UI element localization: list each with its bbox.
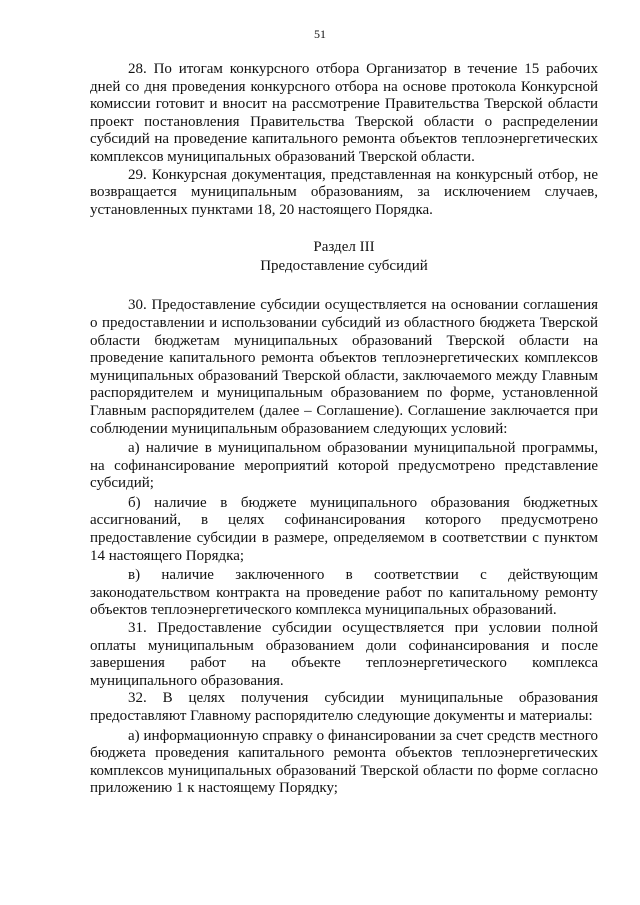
paragraph-32: 32. В целях получения субсидии муниципальные образования предоставляют Главному распорядителю следующие документы и материалы: (90, 690, 598, 724)
item-32-a: а) информационную справку о финансировании за счет средств местного бюджета проведения капитального ремонта объектов теплоэнергетических комплексов муниципальных образований Тверской области по форме согласно приложению 1 к настоящему Порядку; (90, 727, 598, 797)
section-heading (90, 238, 598, 276)
document-body (90, 61, 598, 798)
paragraph-30: 30. Предоставление субсидии осуществляется на основании соглашения о предоставлении и использовании субсидий из областного бюджета Тверской области бюджетам муниципальных образований Тверской области на проведение капитального ремонта объектов теплоэнергетических комплексов муниципальных образований Тверской области, заключаемого между Главным распорядителем и муниципальным образованием по форме, установленной Главным распорядителем (далее – Соглашение). Соглашение заключается при соблюдении муниципальным образованием следующих условий: (90, 297, 598, 437)
paragraph-29: 29. Конкурсная документация, представленная на конкурсный отбор, не возвращается муниципальным образованиям, за исключением случаев, установленных пунктами 18, 20 настоящего Порядка. (90, 166, 598, 218)
section-title: Предоставление субсидий (260, 258, 428, 275)
section-number: Раздел III (313, 239, 375, 256)
item-30-a: а) наличие в муниципальном образовании муниципальной программы, на софинансирование мероприятий которой предусмотрено представление субсидий; (90, 440, 598, 492)
paragraph-31: 31. Предоставление субсидии осуществляется при условии полной оплаты муниципальным образованием доли софинансирования и после завершения работ на объекте теплоэнергетического комплекса муниципального образования. (90, 620, 598, 689)
paragraph-28: 28. По итогам конкурсного отбора Организатор в течение 15 рабочих дней со дня проведения конкурсного отбора на основе протокола Конкурсной комиссии готовит и вносит на рассмотрение Правительства Тверской области проект постановления Правительства Тверской области о распределении субсидий на проведение капитального ремонта объектов теплоэнергетических комплексов муниципальных образований Тверской области. (90, 61, 598, 165)
page-number: 51 (314, 27, 326, 41)
item-30-c: в) наличие заключенного в соответствии с действующим законодательством контракта на проведение работ по капитальному ремонту объектов теплоэнергетического комплекса муниципальных образований. (90, 567, 598, 619)
item-30-b: б) наличие в бюджете муниципального образования бюджетных ассигнований, в целях софинансирования которого предусмотрено предоставление субсидии в размере, определяемом в соответствии с пунктом 14 настоящего Порядка; (90, 494, 598, 564)
